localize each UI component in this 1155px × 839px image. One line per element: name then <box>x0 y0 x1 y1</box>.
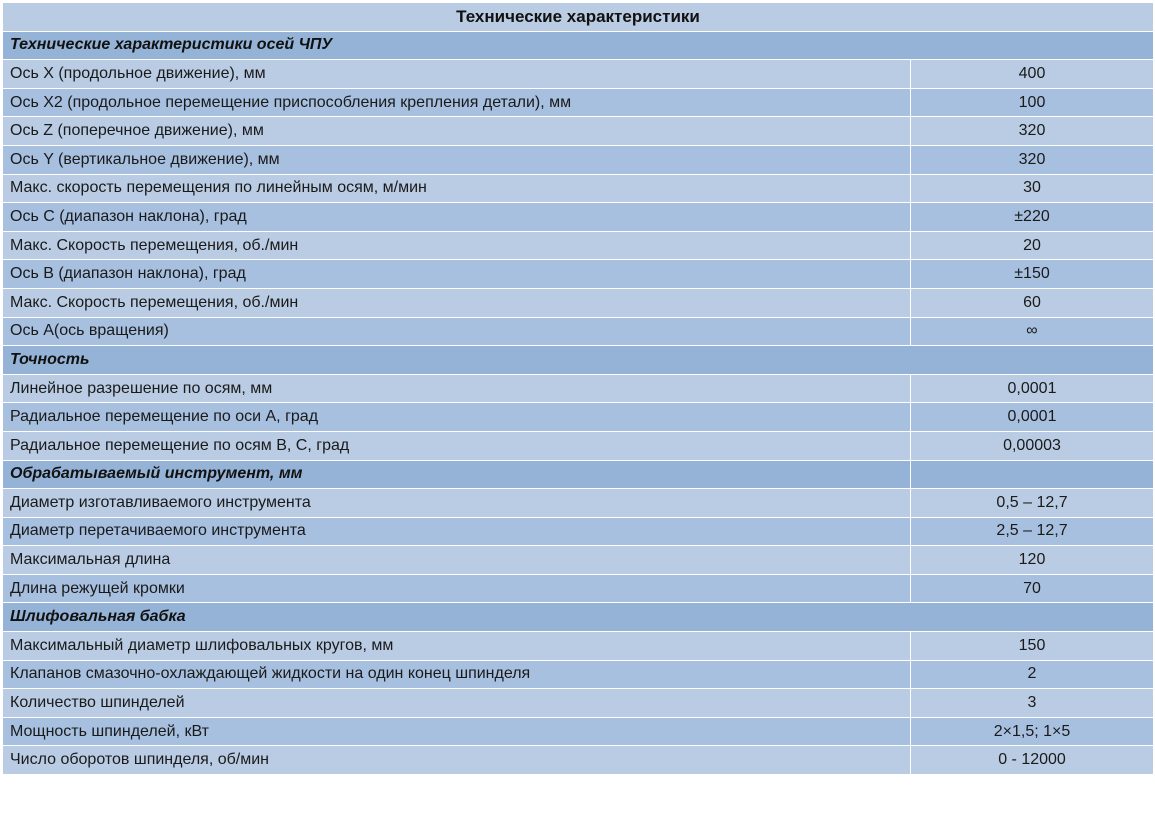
param-label: Ось X2 (продольное перемещение приспособления крепления детали), мм <box>3 88 911 117</box>
section-header-row <box>3 460 1154 489</box>
table-row <box>3 288 1154 317</box>
param-label: Максимальная длина <box>3 546 911 575</box>
table-row <box>3 203 1154 232</box>
table-row <box>3 546 1154 575</box>
table-row <box>3 260 1154 289</box>
param-value: 0 - 12000 <box>911 746 1154 775</box>
section-header-row <box>3 603 1154 632</box>
table-row <box>3 689 1154 718</box>
param-value: 30 <box>911 174 1154 203</box>
param-label: Максимальный диаметр шлифовальных кругов, мм <box>3 632 911 661</box>
param-value: ±150 <box>911 260 1154 289</box>
param-label: Длина режущей кромки <box>3 574 911 603</box>
param-label: Ось Y (вертикальное движение), мм <box>3 145 911 174</box>
param-label: Макс. Скорость перемещения, об./мин <box>3 231 911 260</box>
section-header-value <box>911 460 1154 489</box>
param-value: 150 <box>911 632 1154 661</box>
param-label: Линейное разрешение по осям, мм <box>3 374 911 403</box>
param-label: Ось X (продольное движение), мм <box>3 60 911 89</box>
param-value: 60 <box>911 288 1154 317</box>
table-row <box>3 632 1154 661</box>
param-label: Клапанов смазочно-охлаждающей жидкости на один конец шпинделя <box>3 660 911 689</box>
table-title-row <box>3 3 1154 32</box>
param-label: Ось С (диапазон наклона), град <box>3 203 911 232</box>
param-label: Макс. Скорость перемещения, об./мин <box>3 288 911 317</box>
param-value: 320 <box>911 117 1154 146</box>
param-value: 0,0001 <box>911 374 1154 403</box>
param-label: Количество шпинделей <box>3 689 911 718</box>
param-value: 0,5 – 12,7 <box>911 489 1154 518</box>
param-value: 70 <box>911 574 1154 603</box>
table-row <box>3 88 1154 117</box>
table-row <box>3 403 1154 432</box>
section-header: Технические характеристики осей ЧПУ <box>3 31 1154 60</box>
section-header: Обрабатываемый инструмент, мм <box>3 460 911 489</box>
param-value: 20 <box>911 231 1154 260</box>
param-value: ∞ <box>911 317 1154 346</box>
table-row <box>3 117 1154 146</box>
param-value: 120 <box>911 546 1154 575</box>
table-row <box>3 431 1154 460</box>
param-label: Ось А(ось вращения) <box>3 317 911 346</box>
table-row <box>3 145 1154 174</box>
param-value: 3 <box>911 689 1154 718</box>
table-row <box>3 574 1154 603</box>
param-label: Радиальное перемещение по оси А, град <box>3 403 911 432</box>
table-row <box>3 174 1154 203</box>
param-label: Радиальное перемещение по осям В, С, град <box>3 431 911 460</box>
section-header-row <box>3 31 1154 60</box>
table-row <box>3 317 1154 346</box>
param-value: 2 <box>911 660 1154 689</box>
param-label: Диаметр изготавливаемого инструмента <box>3 489 911 518</box>
param-value: ±220 <box>911 203 1154 232</box>
param-value: 0,0001 <box>911 403 1154 432</box>
param-label: Макс. скорость перемещения по линейным осям, м/мин <box>3 174 911 203</box>
param-label: Ось Z (поперечное движение), мм <box>3 117 911 146</box>
table-row <box>3 746 1154 775</box>
spec-table <box>2 2 1154 775</box>
param-label: Мощность шпинделей, кВт <box>3 717 911 746</box>
param-value: 400 <box>911 60 1154 89</box>
table-row <box>3 660 1154 689</box>
table-row <box>3 231 1154 260</box>
spec-table-body <box>3 3 1154 775</box>
param-value: 0,00003 <box>911 431 1154 460</box>
param-label: Ось В (диапазон наклона), град <box>3 260 911 289</box>
param-label: Число оборотов шпинделя, об/мин <box>3 746 911 775</box>
param-value: 100 <box>911 88 1154 117</box>
table-row <box>3 717 1154 746</box>
param-value: 320 <box>911 145 1154 174</box>
param-label: Диаметр перетачиваемого инструмента <box>3 517 911 546</box>
table-row <box>3 517 1154 546</box>
section-header-row <box>3 346 1154 375</box>
section-header: Шлифовальная бабка <box>3 603 1154 632</box>
table-title: Технические характеристики <box>3 3 1154 32</box>
table-row <box>3 374 1154 403</box>
section-header: Точность <box>3 346 1154 375</box>
table-row <box>3 489 1154 518</box>
param-value: 2×1,5; 1×5 <box>911 717 1154 746</box>
table-row <box>3 60 1154 89</box>
param-value: 2,5 – 12,7 <box>911 517 1154 546</box>
